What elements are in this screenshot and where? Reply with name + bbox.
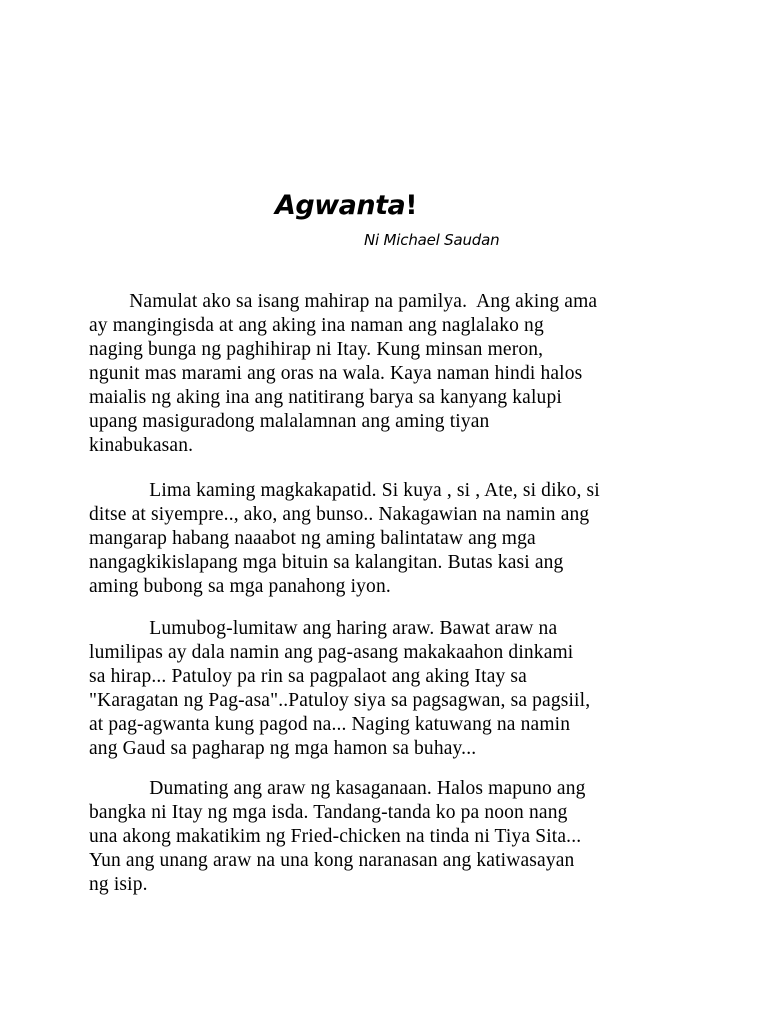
text-line: ng isip. [89, 874, 148, 895]
text-line: "Karagatan ng Pag-asa"..Patuloy siya sa pagsagwan, sa pagsiil, [89, 690, 591, 711]
title-exclamation: ! [405, 190, 418, 221]
text-line: lumilipas ay dala namin ang pag-asang makakaahon dinkami [89, 642, 574, 663]
text-line: kinabukasan. [89, 435, 194, 456]
document-title [275, 188, 417, 224]
text-line: at pag-agwanta kung pagod na... Naging katuwang na namin [89, 714, 571, 735]
text-line: ditse at siyempre.., ako, ang bunso.. Nakagawian na namin ang [89, 504, 590, 525]
text-line: Lima kaming magkakapatid. Si kuya , si , Ate, si diko, si [89, 480, 600, 501]
text-line: sa hirap... Patuloy pa rin sa pagpalaot ang aking Itay sa [89, 666, 527, 687]
text-line: upang masiguradong malalamnan ang aming tiyan [89, 411, 490, 432]
text-line: aming bubong sa mga panahong iyon. [89, 576, 391, 597]
text-line: mangarap habang naaabot ng aming balintataw ang mga [89, 528, 536, 549]
paragraph-3 [89, 617, 590, 761]
text-line: Yun ang unang araw na una kong naranasan ang katiwasayan [89, 850, 575, 871]
text-line: naging bunga ng paghihirap ni Itay. Kung minsan meron, [89, 339, 544, 360]
text-line: ang Gaud sa pagharap ng mga hamon sa buhay... [89, 738, 477, 759]
title-text: Agwanta [275, 190, 406, 221]
text-line: ay mangingisda at ang aking ina naman ang naglalako ng [89, 315, 544, 336]
text-line: maialis ng aking ina ang natitirang barya sa kanyang kalupi [89, 387, 562, 408]
text-line: Namulat ako sa isang mahirap na pamilya. Ang aking ama [89, 291, 598, 312]
paragraph-4 [89, 777, 586, 897]
text-line: Lumubog-lumitaw ang haring araw. Bawat araw na [89, 618, 558, 639]
text-line: una akong makatikim ng Fried-chicken na tinda ni Tiya Sita... [89, 826, 582, 847]
text-line: bangka ni Itay ng mga isda. Tandang-tanda ko pa noon nang [89, 802, 568, 823]
paragraph-2 [89, 479, 600, 599]
paragraph-1 [89, 290, 597, 458]
text-line: nangagkikislapang mga bituin sa kalangitan. Butas kasi ang [89, 552, 564, 573]
text-line: Dumating ang araw ng kasaganaan. Halos mapuno ang [89, 778, 586, 799]
text-line: ngunit mas marami ang oras na wala. Kaya naman hindi halos [89, 363, 583, 384]
author-byline: Ni Michael Saudan [364, 231, 500, 249]
